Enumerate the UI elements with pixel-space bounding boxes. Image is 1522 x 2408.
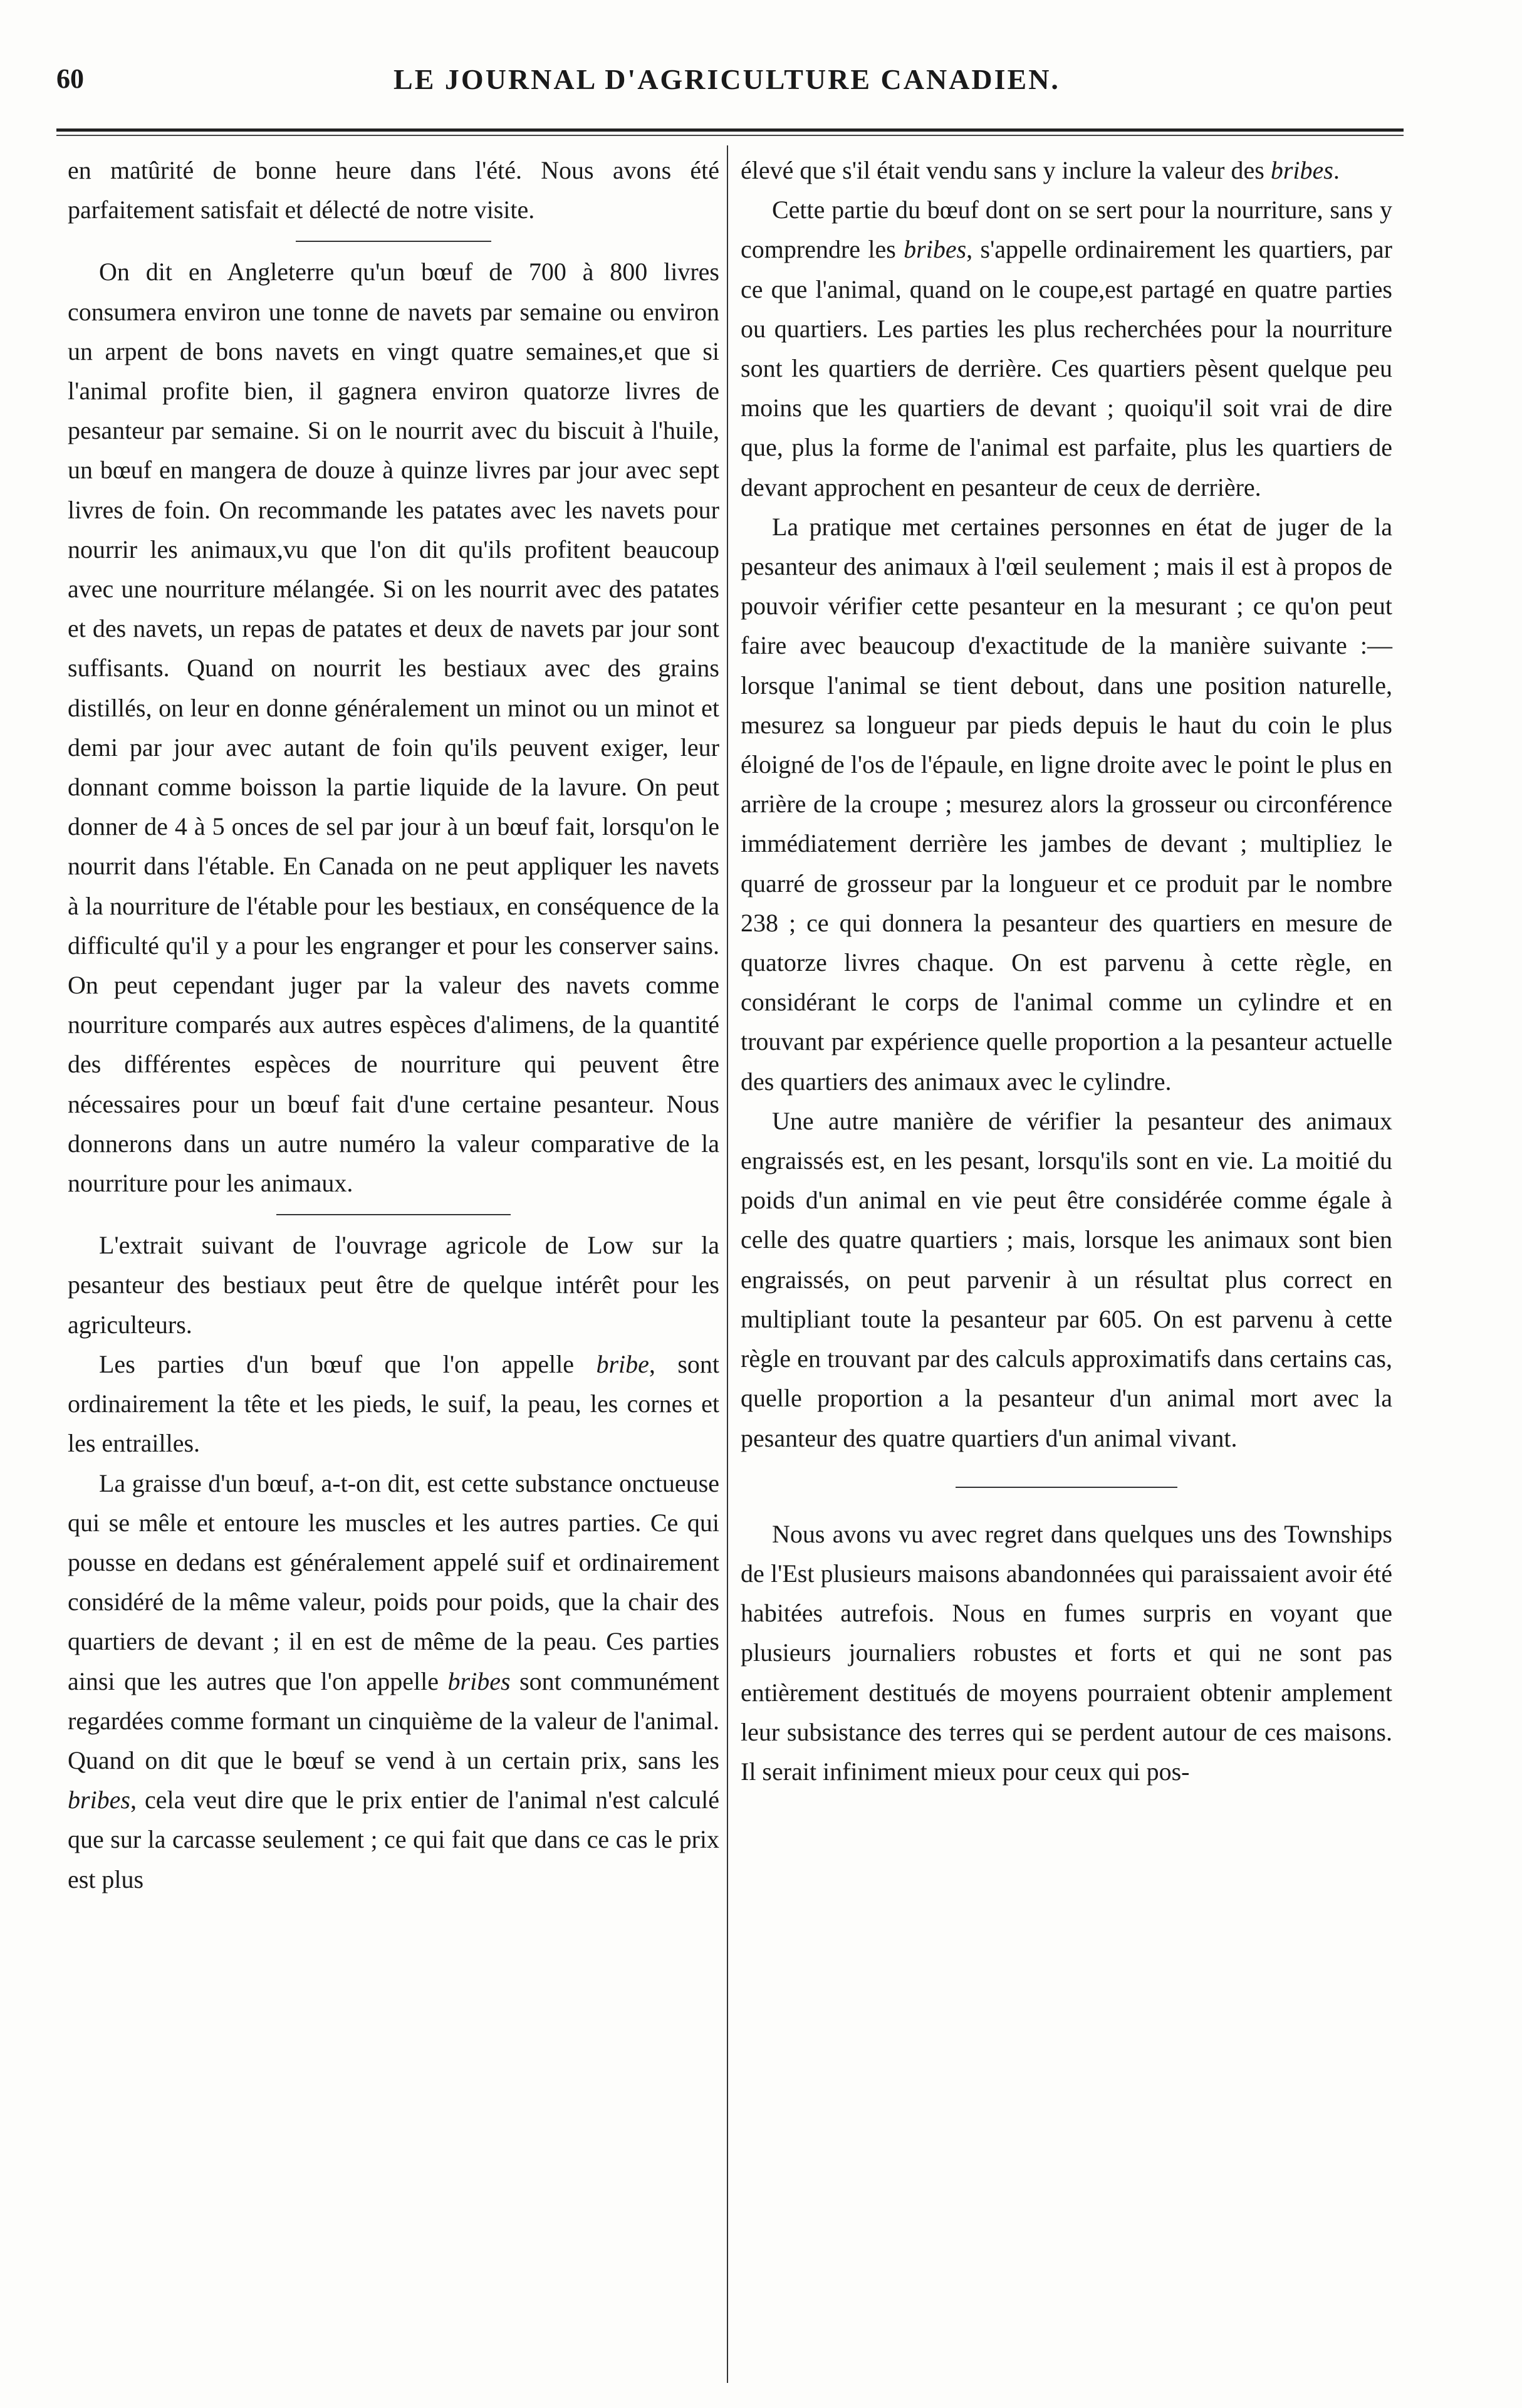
paragraph: élevé que s'il était vendu sans y inclure la valeur des bribes. bbox=[741, 156, 1340, 184]
running-title: LE JOURNAL D'AGRICULTURE CANADIEN. bbox=[394, 63, 1060, 95]
paragraph: On dit en Angleterre qu'un bœuf de 700 à 800 livres consumera environ une tonne de navets par semaine ou environ un arpent de bons navets en vingt quatre semaines,et que si l'animal profite bien, il gagnera environ quatorze livres de pesanteur par semaine. Si on le nourrit avec du biscuit à l'huile, un bœuf en mangera de douze à quinze livres par jour avec sept livres de foin. On recommande les patates avec les navets pour nourrir les animaux,vu que l'on dit qu'ils profitent beaucoup avec une nourriture mélangée. Si on les nourrit avec des patates et des navets, un repas de patates et deux de navets par jour sont suffisants. Quand on nourrit les bestiaux avec des grains distillés, on leur en donne généralement un minot ou un minot et demi par jour avec autant de foin qu'ils peuvent exiger, leur donnant comme boisson la partie liquide de la lavure. On peut donner de 4 à 5 onces de sel par jour à un bœuf fait, lorsqu'on le nourrit dans l'étable. En Canada on ne peut appliquer les navets à la nourriture de l'étable pour les bestiaux, en conséquence de la difficulté qu'il y a pour les engranger et pour les conserver sains. On peut cependant juger par la valeur des navets comme nourriture comparés aux autres espèces d'alimens, de la quantité des différentes espèces de nourriture qui peuvent être nécessaires pour un bœuf fait d'une certaine pesanteur. Nous donnerons dans un autre numéro la valeur comparative de la nourriture pour les animaux. bbox=[68, 258, 719, 1198]
right-column bbox=[741, 150, 1392, 1791]
section-separator bbox=[741, 1458, 1392, 1514]
paragraph: Les parties d'un bœuf que l'on appelle bribe, sont ordinairement la tête et les pieds, le suif, la peau, les cornes et les entrailles. bbox=[68, 1349, 719, 1458]
section-separator bbox=[68, 1204, 719, 1224]
paragraph: en matûrité de bonne heure dans l'été. Nous avons été parfaitement satisfait et délecté de notre visite. bbox=[68, 156, 719, 224]
paragraph: Nous avons vu avec regret dans quelques uns des Townships de l'Est plusieurs maisons abandonnées qui paraissaient avoir été habitées autrefois. Nous en fumes surpris en voyant que plusieurs journaliers robustes et forts et qui ne sont pas entièrement destitués de moyens pourraient obtenir amplement leur subsistance des terres qui se perdent autour de ces maisons. Il serait infiniment mieux pour ceux qui pos- bbox=[741, 1519, 1392, 1786]
page-header bbox=[56, 63, 1397, 107]
page-number: 60 bbox=[56, 63, 84, 94]
paragraph: L'extrait suivant de l'ouvrage agricole de Low sur la pesanteur des bestiaux peut être de quelque intérêt pour les agriculteurs. bbox=[68, 1231, 719, 1339]
left-column bbox=[68, 150, 719, 1899]
section-separator bbox=[68, 231, 719, 251]
paragraph: La pratique met certaines personnes en état de juger de la pesanteur des animaux à l'œil seulement ; mais il est à propos de pouvoir vérifier cette pesanteur en la mesurant ; ce qu'on peut faire avec beaucoup d'exactitude de la manière suivante :— lorsque l'animal se tient debout, dans une position naturelle, mesurez sa longueur par pieds depuis le haut du coin le plus éloigné de l'os de l'épaule, en ligne droite avec le point le plus en arrière de la croupe ; mesurez alors la grosseur ou circonférence immédiatement derrière les jambes de devant ; multipliez le quarré de grosseur par la longueur et ce produit par le nombre 238 ; ce qui donnera la pesanteur des quartiers en mesure de quatorze livres chaque. On est parvenu à cette règle, en considérant le corps de l'animal comme un cylindre et en trouvant par expérience quelle proportion a la pesanteur actuelle des quartiers des animaux avec le cylindre. bbox=[741, 512, 1392, 1096]
header-rule bbox=[56, 128, 1404, 132]
column-divider bbox=[727, 145, 728, 2383]
paragraph: Une autre manière de vérifier la pesanteur des animaux engraissés est, en les pesant, lorsqu'ils sont en vie. La moitié du poids d'un animal en vie peut être considérée comme égale à celle des quatre quartiers ; mais, lorsque les animaux sont bien engraissés, on peut parvenir à un résultat plus correct en multipliant toute la pesanteur par 605. On est parvenu à cette règle en trouvant par des calculs approximatifs dans certains cas, quelle proportion a la pesanteur d'un animal mort avec la pesanteur des quatre quartiers d'un animal vivant. bbox=[741, 1106, 1392, 1452]
paragraph: Cette partie du bœuf dont on se sert pour la nourriture, sans y comprendre les bribes, s'appelle ordinairement les quartiers, par ce que l'animal, quand on le coupe,est partagé en quatre parties ou quartiers. Les parties les plus recherchées pour la nourriture sont les quartiers de derrière. Ces quartiers pèsent quelque peu moins que les quartiers de devant ; quoiqu'il soit vrai de dire que, plus la forme de l'animal est parfaite, plus les quartiers de devant approchent en pesanteur de ceux de derrière. bbox=[741, 196, 1392, 501]
header-rule-thin bbox=[56, 135, 1404, 136]
paragraph: La graisse d'un bœuf, a-t-on dit, est cette substance onctueuse qui se mêle et entoure les muscles et les autres parties. Ce qui pousse en dedans est généralement appelé suif et ordinairement considéré de la même valeur, poids pour poids, que la chair des quartiers de devant ; il en est de même de la peau. Ces parties ainsi que les autres que l'on appelle bribes sont communément regardées comme formant un cinquième de la valeur de l'animal. Quand on dit que le bœuf se vend à un certain prix, sans les bribes, cela veut dire que le prix entier de l'animal n'est calculé que sur la carcasse seulement ; ce qui fait que dans ce cas le prix est plus bbox=[68, 1468, 719, 1893]
